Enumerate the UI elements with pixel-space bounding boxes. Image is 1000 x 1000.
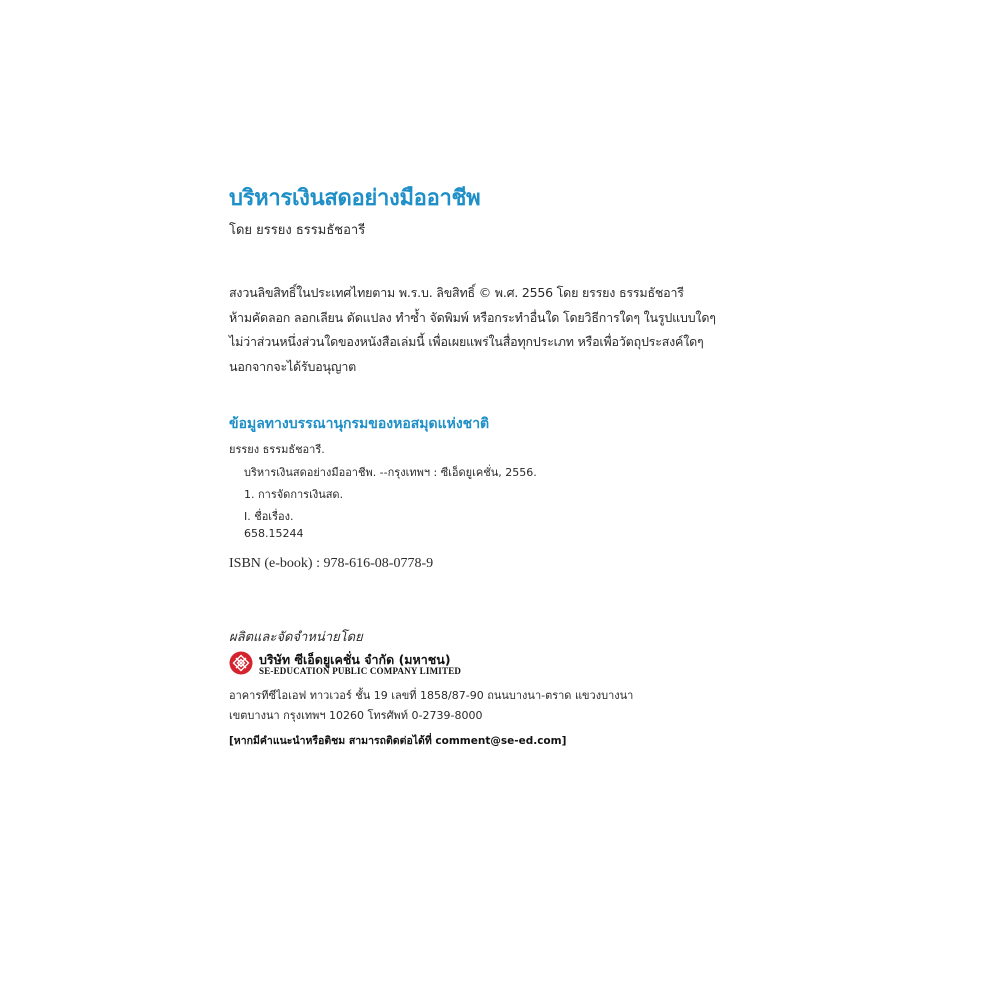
isbn: ISBN (e-book) : 978-616-08-0778-9 xyxy=(229,556,434,571)
copyright-line: สงวนลิขสิทธิ์ในประเทศไทยตาม พ.ร.บ. ลิขสิทธิ์ © พ.ศ. 2556 โดย ยรรยง ธรรมธัชอารี xyxy=(229,285,684,300)
publisher-name-thai: บริษัท ซีเอ็ดยูเคชั่น จำกัด (มหาชน) xyxy=(259,652,451,667)
copyright-line: นอกจากจะได้รับอนุญาต xyxy=(229,358,357,374)
feedback-contact: [หากมีคำแนะนำหรือติชม สามารถติดต่อได้ที่ comment@se-ed.com] xyxy=(229,735,567,747)
copyright-notice xyxy=(229,281,716,379)
book-title: บริหารเงินสดอย่างมืออาชีพ xyxy=(229,186,481,211)
address-line: อาคารทีซีไอเอฟ ทาวเวอร์ ชั้น 19 เลขที่ 1858/87-90 ถนนบางนา-ตราด แขวงบางนา xyxy=(229,689,634,702)
publisher-address xyxy=(229,686,633,726)
distribution-label: ผลิตและจัดจำหน่ายโดย xyxy=(229,630,363,645)
address-line: เขตบางนา กรุงเทพฯ 10260 โทรศัพท์ 0-2739-8000 xyxy=(229,709,483,722)
publisher-name-english: SE-EDUCATION PUBLIC COMPANY LIMITED xyxy=(259,666,462,676)
copyright-line: ห้ามคัดลอก ลอกเลียน ดัดแปลง ทำซ้ำ จัดพิมพ์ หรือกระทำอื่นใด โดยวิธีการใดๆ ในรูปแบบใดๆ xyxy=(229,309,716,325)
book-byline: โดย ยรรยง ธรรมธัชอารี xyxy=(229,223,366,238)
cataloging-subject: 1. การจัดการเงินสด. xyxy=(244,488,344,501)
se-ed-logo-icon xyxy=(229,651,253,675)
cataloging-author: ยรรยง ธรรมธัชอารี. xyxy=(229,443,325,456)
cataloging-title-entry: I. ชื่อเรื่อง. xyxy=(244,510,294,523)
cataloging-title-line: บริหารเงินสดอย่างมืออาชีพ. --กรุงเทพฯ : ซีเอ็ดยูเคชั่น, 2556. xyxy=(244,466,537,479)
copyright-line: ไม่ว่าส่วนหนึ่งส่วนใดของหนังสือเล่มนี้ เพื่อเผยแพร่ในสื่อทุกประเภท หรือเพื่อวัตถุประสงค์ใดๆ xyxy=(229,334,704,349)
cataloging-call-number: 658.15244 xyxy=(244,527,304,540)
cataloging-heading: ข้อมูลทางบรรณานุกรมของหอสมุดแห่งชาติ xyxy=(229,416,490,432)
